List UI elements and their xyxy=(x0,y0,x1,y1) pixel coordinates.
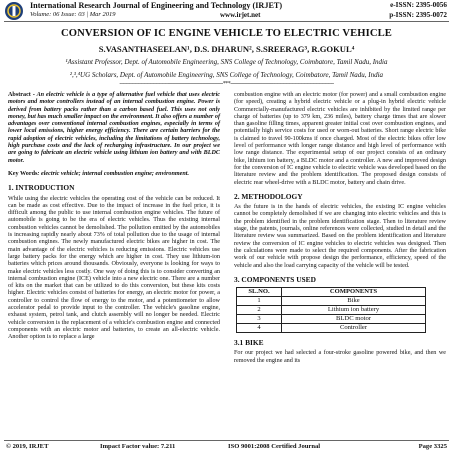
header-rule xyxy=(4,21,449,22)
section-heading-introduction: 1. INTRODUCTION xyxy=(8,183,75,193)
table-row xyxy=(237,324,426,333)
volume-issue: Volume: 06 Issue: 03 | Mar 2019 xyxy=(30,11,116,18)
abstract xyxy=(8,92,220,165)
table-header-cell: COMPONENTS xyxy=(282,288,426,297)
p-issn: p-ISSN: 2395-0072 xyxy=(389,11,447,19)
footer-impact-factor: Impact Factor value: 7.211 xyxy=(100,443,176,450)
footer-rule xyxy=(4,440,449,441)
table-header-cell: SL.NO. xyxy=(237,288,282,297)
keywords xyxy=(8,171,220,178)
table-row xyxy=(237,306,426,315)
footer-page-number: Page 3325 xyxy=(418,443,447,450)
table-cell: Controller xyxy=(282,324,426,333)
table-cell: 3 xyxy=(237,315,282,324)
abstract-text: - An electric vehicle is a type of alternative fuel vehicle that uses electric motors and motor controllers instead of an internal combustion engine. Power is derived from battery packs rather than a carbon based fuel. This uses not only money, but has much smaller impact on the environment. It also offers a number of advantages over conventional internal combustion engines, especially in terms of lower local emissions, higher energy efficiency. There are certain barriers for the rapid adoption of electric vehicles, including the limitations of battery technology, high purchase costs and the lack of recharging infrastructure. In our project we are going to fabricate an electric vehicle using lithium ion battery and with BLDC motor. xyxy=(8,92,220,164)
table-cell: 4 xyxy=(237,324,282,333)
keywords-text: : electric vehicle; internal combustion engine; environment. xyxy=(37,170,190,177)
footer-iso-certification: ISO 9001:2008 Certified Journal xyxy=(228,443,321,450)
table-row xyxy=(237,315,426,324)
bike-text: For our project we had selected a four-stroke gasoline powered bike, and then we removed the engine and its xyxy=(234,350,446,364)
affiliation-1: ¹Assistant Professor, Dept. of Automobile Engineering, SNS College of Technology, Coimbatore, Tamil Nadu, India xyxy=(65,58,388,66)
section-heading-methodology: 2. METHODOLOGY xyxy=(234,191,303,201)
journal-header xyxy=(0,0,453,22)
left-column xyxy=(8,92,220,345)
section-heading-components: 3. COMPONENTS USED xyxy=(234,274,316,284)
e-issn: e-ISSN: 2395-0056 xyxy=(390,1,447,9)
section-separator: ---------------------------------------------------------------------***--------------------------------------------------------------------- xyxy=(119,81,334,87)
table-cell: 1 xyxy=(237,297,282,306)
components-table xyxy=(236,287,426,333)
journal-url[interactable]: www.irjet.net xyxy=(220,11,261,19)
footer-copyright: © 2019, IRJET xyxy=(6,443,49,450)
journal-name: International Research Journal of Engineering and Technology (IRJET) xyxy=(30,1,283,10)
section-heading-bike: 3.1 BIKE xyxy=(234,338,264,348)
methodology-text: As the future is in the hands of electric vehicles, the existing IC engine vehicles cannot be completely demolished if we are changing into electric vehicles and this is the problem identified in the problem identification stage. Then to literature review stage, the patents, journals, online references were collected, studied in detail and the literature review was summarized. Based on the problem identification and literature review the conversion of IC engine vehicles to electric vehicles was designed. Then the calculations were made to select the required components. After the fabrication work of our vehicle with propose design the performance, efficiency, speed of the vehicle and also the load carrying capacity of the vehicle will be tested. xyxy=(234,204,446,269)
table-header-row xyxy=(237,288,426,297)
table-cell: Lithium ion battery xyxy=(282,306,426,315)
table-row xyxy=(237,297,426,306)
irjet-logo-icon xyxy=(4,1,24,21)
abstract-label: Abstract xyxy=(8,92,31,98)
affiliation-2: ²,³,⁴UG Scholars, Dept. of Automobile Engineering, SNS College of Technology, Coimbatore, Tamil Nadu, India xyxy=(69,71,384,79)
paper-title: CONVERSION OF IC ENGINE VEHICLE TO ELECTRIC VEHICLE xyxy=(61,28,392,39)
right-column xyxy=(234,92,446,368)
author-list: S.VASANTHASEELAN¹, D.S. DHARUN², S.SREERAG³, R.GOKUL⁴ xyxy=(98,44,355,54)
table-cell: BLDC motor xyxy=(282,315,426,324)
introduction-continued-text: combustion engine with an electric motor (for power) and a small combustion engine (for speed), creating a hybrid electric vehicle or a plug-in hybrid electric vehicle Commercially-manufactured electric vehicles are inhibited by the limited range per charge of batteries (up to 379 km, 236 miles), battery charge times that are slower than gasoline filling times, apparent greater initial cost over combustion engines, and potentially high service costs for used or worn-out batteries. Short range electric bike is claimed to travel 90-100kms if once charged. Most of the electric bikes offer low level of performance with longer range distance and high level of performance with low range distance. The experimental setup of our project consists of an ordinary bike, lithium ion battery, a BLDC motor and a controller. A new and improved design for the conversion of IC engine vehicle to electric vehicle was developed based on the literature review and the problem identification. The proposed design consists of electric rear wheel-drive with a BLDC motor, battery and chain drive. xyxy=(234,92,446,186)
table-cell: Bike xyxy=(282,297,426,306)
introduction-text: While using the electric vehicles the operating cost of the vehicle can be reduced. It can be made as cost effective. Due to the impact of increase in the fuel price, it is difficult among the public to use internal combustion engine vehicles. The future of automobile is going to be the era of electric vehicles. Thus the existing internal combustion vehicles cannot be demolished. The pollution emitted by the automobiles is increasing rapidly nearly about 73% of total pollution due to the usage of internal combustion engines. The newly manufactured electric bikes are higher in cost. The main advantage of the electric vehicles is reducing emissions. Electric vehicles use large battery packs for the energy which are higher in cost. They use lithium-ion batteries which prices around thousands. Obviously, everyone is looking for ways to make electric vehicles less costly. One way of doing this is to consider converting an internal combustion engine (ICE) vehicle into a new electric one. There are a number of kits on the market that can be utilized to do this conversion, but these kits costs higher. Electric vehicles consist of batteries for energy, an electric motor for power, a controller to control the flow of energy to the motor, and a potentiometer to allow accelerator pedal to provide input to the controller. The vehicle's gasoline engine, exhaust system, petrol tank, and clutch assembly will no longer be needed. Electric vehicle conversion is the replacement of a vehicle's combustion engine and connected components with an electric motor and batteries, to create an all-electric vehicle. Another option is to replace a large xyxy=(8,195,220,341)
keywords-label: Key Words xyxy=(8,170,38,177)
table-cell: 2 xyxy=(237,306,282,315)
